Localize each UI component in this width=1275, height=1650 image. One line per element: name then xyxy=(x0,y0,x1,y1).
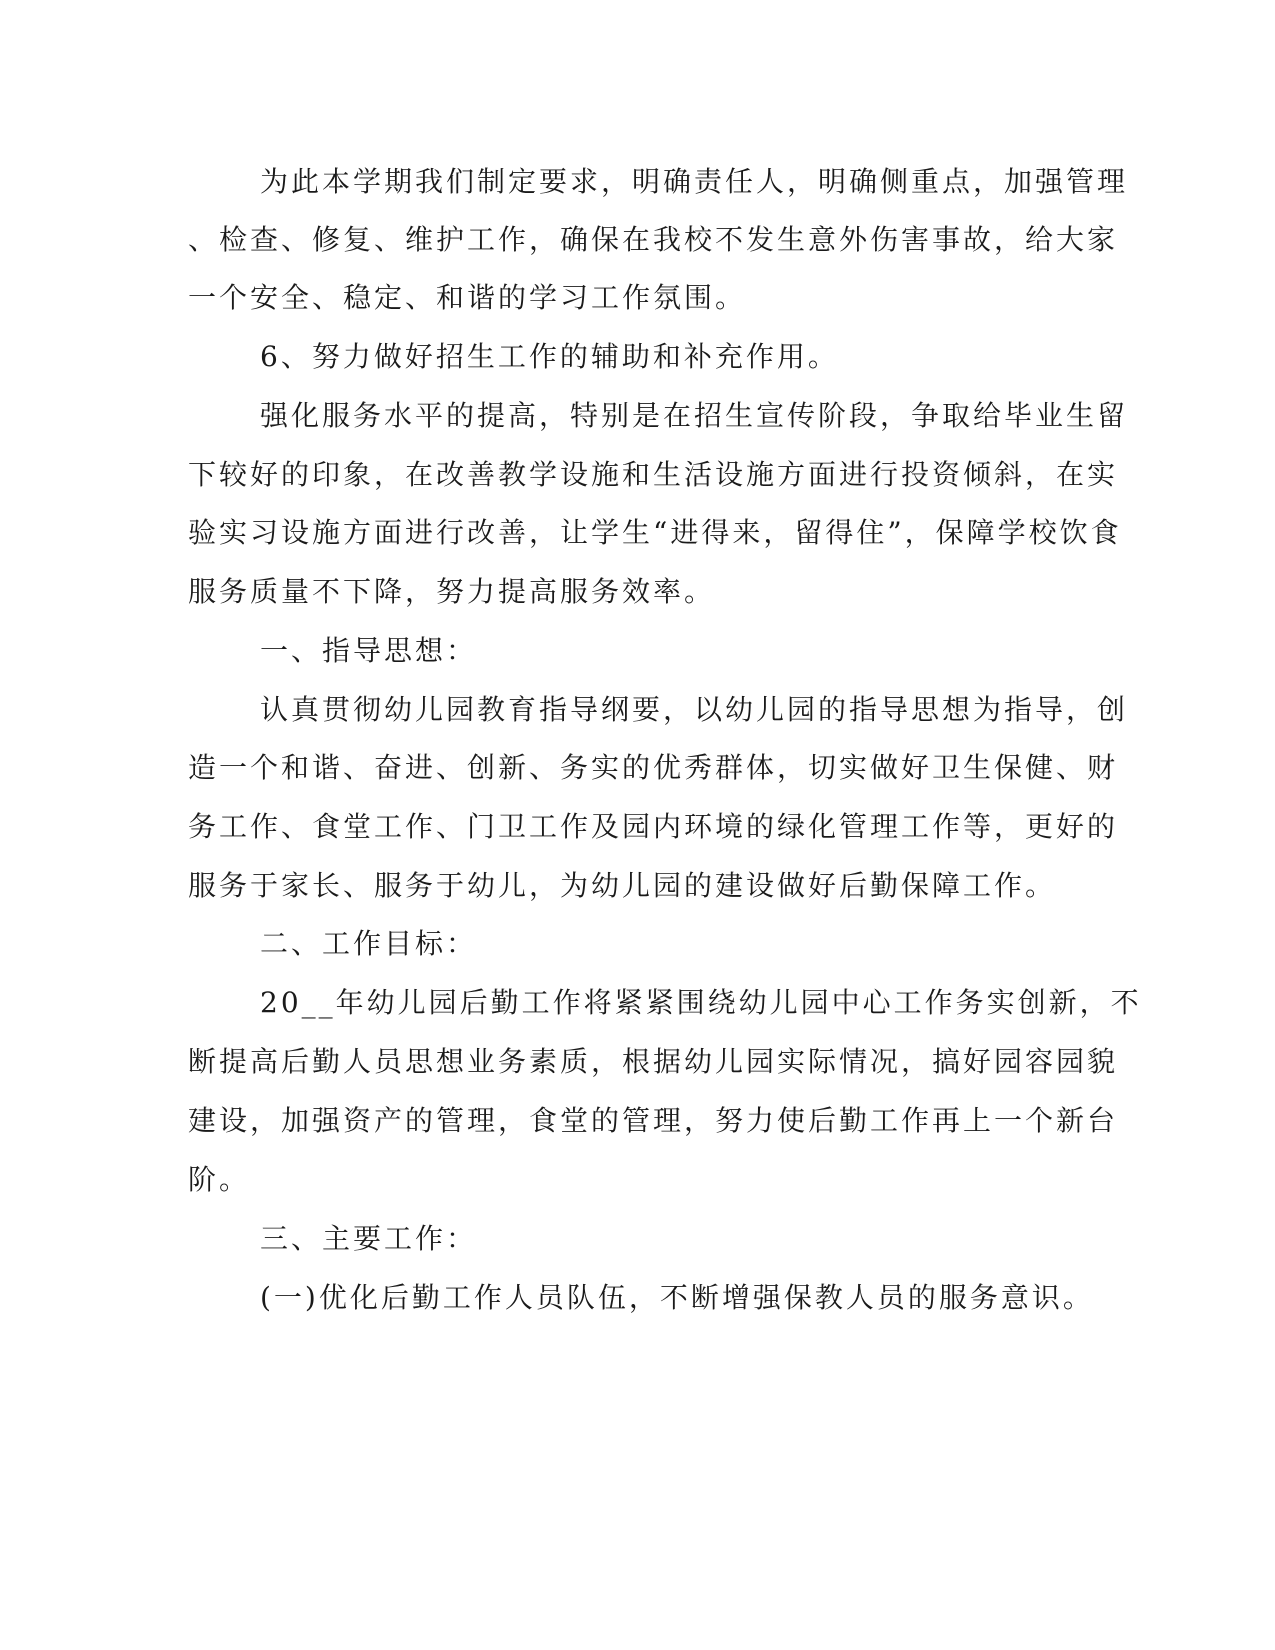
text-line: 服务质量不下降，努力提高服务效率。 xyxy=(188,575,716,608)
section-heading: 二、工作目标： xyxy=(260,927,478,960)
text-line: 强化服务水平的提高，特别是在招生宣传阶段，争取给毕业生留 xyxy=(260,399,1129,432)
text-line: 20__年幼儿园后勤工作将紧紧围绕幼儿园中心工作务实创新，不 xyxy=(260,986,1142,1019)
section-heading: 6、努力做好招生工作的辅助和补充作用。 xyxy=(260,340,839,373)
text-line: 、检查、修复、维护工作，确保在我校不发生意外伤害事故，给大家 xyxy=(188,223,1119,256)
text-line: 验实习设施方面进行改善，让学生“进得来，留得住”，保障学校饮食 xyxy=(188,516,1122,549)
text-line: 建设，加强资产的管理，食堂的管理，努力使后勤工作再上一个新台 xyxy=(188,1104,1119,1137)
text-line: 阶。 xyxy=(188,1163,251,1196)
section-heading: 一、指导思想： xyxy=(260,634,478,667)
section-heading: 三、主要工作： xyxy=(260,1222,478,1255)
text-line: 造一个和谐、奋进、创新、务实的优秀群体，切实做好卫生保健、财 xyxy=(188,751,1119,784)
text-line: 务工作、食堂工作、门卫工作及园内环境的绿化管理工作等，更好的 xyxy=(188,810,1119,843)
text-line: 下较好的印象，在改善教学设施和生活设施方面进行投资倾斜，在实 xyxy=(188,458,1119,491)
text-line: (一)优化后勤工作人员队伍，不断增强保教人员的服务意识。 xyxy=(260,1281,1094,1314)
text-line: 断提高后勤人员思想业务素质，根据幼儿园实际情况，搞好园容园貌 xyxy=(188,1045,1119,1078)
text-line: 认真贯彻幼儿园教育指导纲要，以幼儿园的指导思想为指导，创 xyxy=(260,693,1129,726)
text-line: 为此本学期我们制定要求，明确责任人，明确侧重点，加强管理 xyxy=(260,165,1129,198)
text-line: 一个安全、稳定、和谐的学习工作氛围。 xyxy=(188,281,747,314)
text-line: 服务于家长、服务于幼儿，为幼儿园的建设做好后勤保障工作。 xyxy=(188,869,1057,902)
